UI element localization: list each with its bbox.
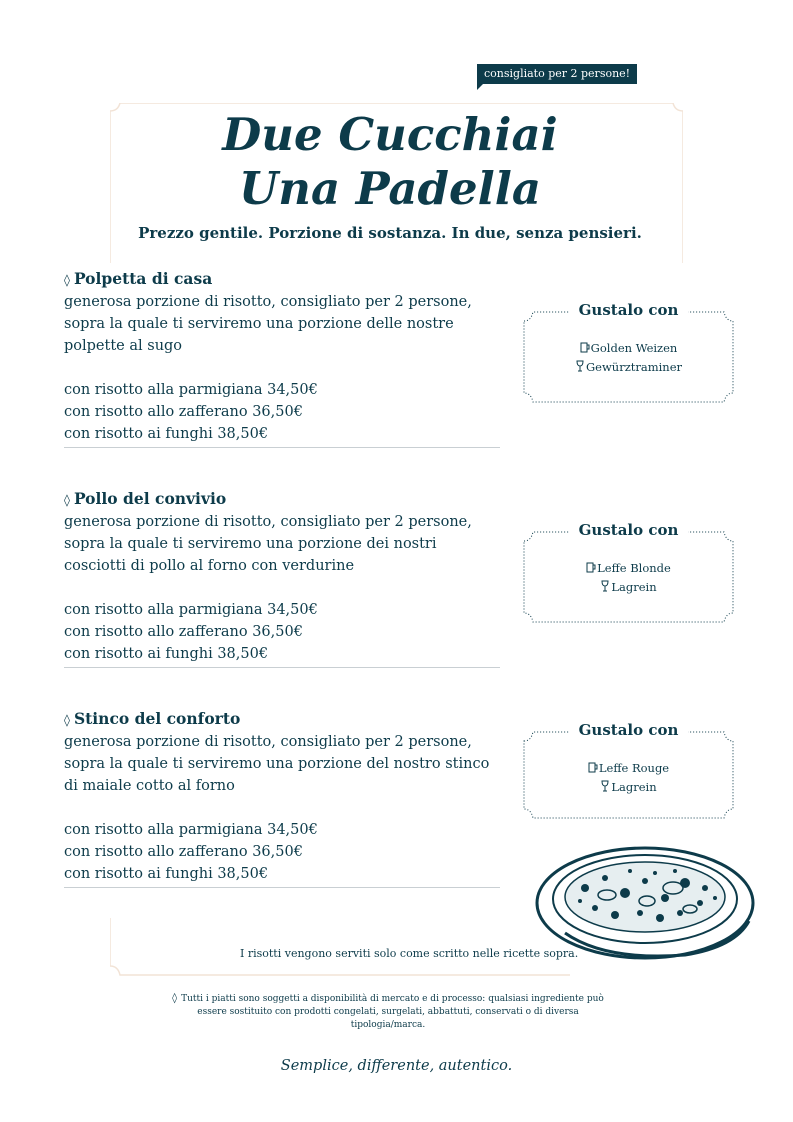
- beer-pairing: Golden Weizen: [590, 341, 678, 355]
- dish-description: generosa porzione di risotto, consigliato per 2 persone, sopra la quale ti serviremo una porzione dei nostri cosciotti di pollo al forno con verdurine: [64, 514, 472, 574]
- price-line: con risotto ai funghi 38,50€: [64, 426, 269, 442]
- dish-description: generosa porzione di risotto, consigliato per 2 persone, sopra la quale ti serviremo una porzione delle nostre polpette al sugo: [64, 294, 472, 354]
- pairing-title: Gustalo con: [569, 521, 689, 539]
- wine-pairing: Gewürztraminer: [585, 360, 683, 374]
- beer-pairing: Leffe Rouge: [598, 761, 670, 775]
- dish-name: Stinco del conforto: [73, 709, 241, 728]
- wine-glass-icon: [600, 580, 610, 592]
- tagline: Semplice, differente, autentico.: [280, 1058, 513, 1074]
- beer-icon: [580, 341, 590, 353]
- pairing-title: Gustalo con: [569, 721, 689, 739]
- price-list: [64, 599, 500, 667]
- pairing-box: [523, 521, 734, 613]
- beer-pairing: Leffe Blonde: [597, 561, 671, 575]
- dish-polpetta: [64, 268, 500, 448]
- beer-icon: [588, 761, 598, 773]
- disclaimer-text: Tutti i piatti sono soggetti a disponibilità di mercato e di processo: qualsiasi ingrediente può essere sostituito con prodotti congelati, surgelati, abbattuti, conservati o di diversa tipologia/marca.: [181, 994, 604, 1030]
- dish-name: Pollo del convivio: [73, 489, 227, 508]
- price-list: [64, 819, 500, 887]
- wine-glass-icon: [575, 360, 585, 372]
- availability-disclaimer: [168, 992, 608, 1032]
- price-line: con risotto ai funghi 38,50€: [64, 646, 269, 662]
- dish-pollo: [64, 488, 500, 668]
- title-line-2: Una Padella: [238, 162, 541, 215]
- price-line: con risotto alla parmigiana 34,50€: [64, 822, 318, 838]
- risotto-note: I risotti vengono serviti solo come scritto nelle ricette sopra.: [240, 947, 579, 960]
- price-line: con risotto ai funghi 38,50€: [64, 866, 269, 882]
- diamond-icon: ◊: [64, 493, 70, 507]
- diamond-icon: ◊: [64, 713, 70, 727]
- price-line: con risotto allo zafferano 36,50€: [64, 404, 303, 420]
- pairing-box: [523, 721, 734, 813]
- beer-icon: [586, 561, 596, 573]
- wine-pairing: Lagrein: [611, 580, 657, 594]
- title-line-1: Due Cucchiai: [222, 108, 558, 161]
- dish-description: generosa porzione di risotto, consigliato per 2 persone, sopra la quale ti serviremo una porzione del nostro stinco di maiale cotto al forno: [64, 734, 490, 794]
- diamond-icon: ◊: [64, 273, 70, 287]
- price-line: con risotto allo zafferano 36,50€: [64, 624, 303, 640]
- pairing-title: Gustalo con: [569, 301, 689, 319]
- page-subtitle: Prezzo gentile. Porzione di sostanza. In due, senza pensieri.: [138, 224, 642, 242]
- price-line: con risotto allo zafferano 36,50€: [64, 844, 303, 860]
- page-title: [110, 108, 670, 216]
- wine-glass-icon: [600, 780, 610, 792]
- diamond-icon: ◊: [172, 993, 178, 1004]
- wine-pairing: Lagrein: [611, 780, 657, 794]
- price-line: con risotto alla parmigiana 34,50€: [64, 382, 318, 398]
- price-line: con risotto alla parmigiana 34,50€: [64, 602, 318, 618]
- price-list: [64, 379, 500, 447]
- pairing-box: [523, 301, 734, 393]
- dish-stinco: [64, 708, 500, 888]
- dish-name: Polpetta di casa: [73, 269, 213, 288]
- recommendation-badge: consigliato per 2 persone!: [477, 64, 637, 84]
